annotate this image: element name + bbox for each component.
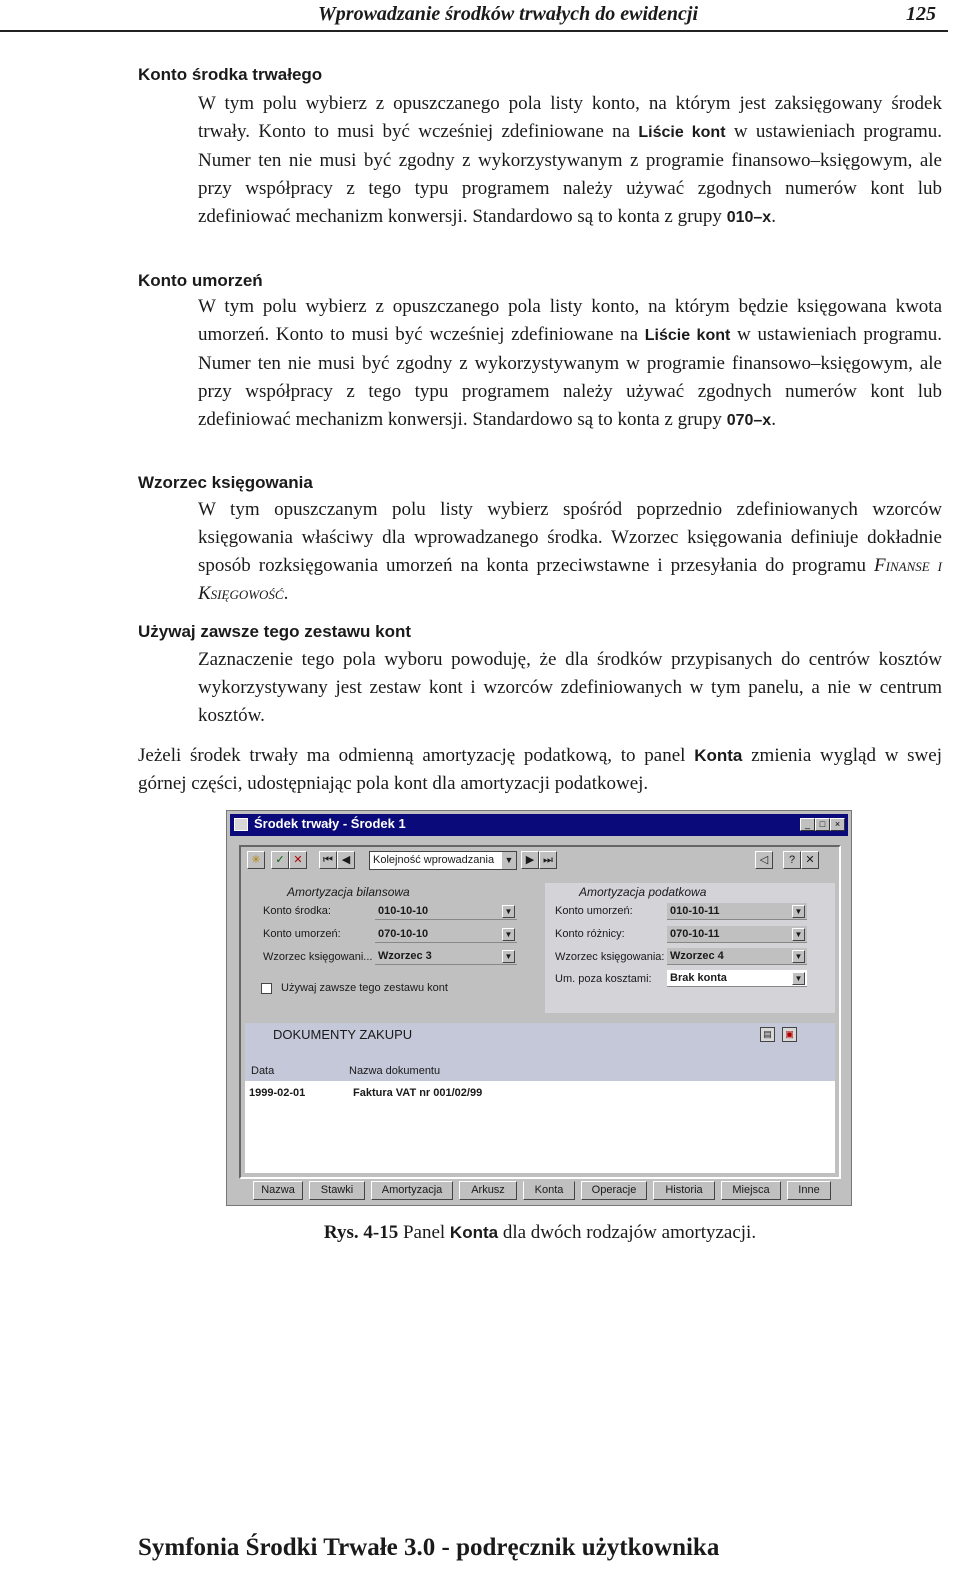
delete-document-icon[interactable]: ▣ (782, 1027, 797, 1042)
term-konto-srodka: Konto środka trwałego (138, 65, 323, 84)
field-label: Um. poza kosztami: (555, 973, 652, 985)
tax-amortization-group (545, 883, 835, 1013)
bold-term: 010–x (726, 209, 772, 226)
back-icon[interactable]: ◁ (755, 851, 773, 869)
chevron-down-icon[interactable]: ▼ (792, 972, 805, 985)
chevron-down-icon[interactable]: ▼ (502, 905, 515, 918)
tax-wzorzec-select[interactable] (667, 948, 807, 965)
tab-amortyzacja[interactable]: Amortyzacja (371, 1181, 453, 1200)
window-titlebar (230, 814, 848, 836)
tab-stawki[interactable]: Stawki (309, 1181, 365, 1200)
chevron-down-icon[interactable]: ▼ (502, 928, 515, 941)
field-label: Wzorzec księgowani... (263, 951, 373, 963)
text: W tym polu wybierz z opuszczanego pola listy konto, na którym jest zaksięgowany środek trwały. Konto to musi być wcześniej zdefiniowane na (198, 93, 942, 142)
close-button[interactable]: × (830, 818, 845, 831)
checkbox-label: Używaj zawsze tego zestawu kont (281, 982, 448, 994)
order-select[interactable] (369, 851, 517, 870)
tab-operacje[interactable]: Operacje (581, 1181, 647, 1200)
screenshot-window (226, 810, 852, 1206)
bold-term: Liście kont (644, 327, 731, 344)
document-name[interactable]: Faktura VAT nr 001/02/99 (353, 1087, 483, 1099)
panel-area (239, 845, 841, 1179)
text: W tym opuszczanym polu listy wybierz spośród poprzednio zdefiniowanych wzorców księgowania właściwy dla wprowadzanego środka. Wzorzec księgowania definiuje dokładnie sposób rozksięgowania umorzeń na konta przeciwstawne i przesyłania do programu (198, 499, 942, 576)
um-poza-kosztami-select[interactable] (667, 970, 807, 987)
text: . (283, 583, 289, 604)
column-header-name: Nazwa dokumentu (349, 1065, 441, 1077)
chevron-down-icon[interactable]: ▼ (792, 905, 805, 918)
figure-label: Rys. 4-15 (323, 1222, 399, 1243)
document-date[interactable]: 1999-02-01 (249, 1087, 306, 1099)
bold-term: 070–x (726, 412, 772, 429)
running-header (0, 0, 948, 32)
figure-caption (0, 1222, 960, 1244)
program-name: Finanse i Księgowość (198, 555, 942, 604)
tab-konta[interactable]: Konta (523, 1181, 575, 1200)
header-title: Wprowadzanie środków trwałych do ewidencji (318, 3, 699, 25)
konto-srodka-select[interactable] (375, 903, 517, 920)
select-value: Wzorzec 3 (378, 950, 432, 962)
tab-arkusz[interactable]: Arkusz (459, 1181, 517, 1200)
term-konto-umorzen: Konto umorzeń (138, 271, 263, 290)
close-panel-icon[interactable]: ✕ (801, 851, 819, 869)
page-number: 125 (906, 3, 936, 25)
tab-inne[interactable]: Inne (787, 1181, 831, 1200)
select-value: Brak konta (670, 972, 727, 984)
bold-term: Liście kont (638, 124, 726, 141)
next-record-icon[interactable]: ▶ (521, 851, 539, 869)
text: Panel (398, 1222, 450, 1243)
page-footer: Symfonia Środki Trwałe 3.0 - podręcznik użytkownika (138, 1534, 720, 1561)
text: Zaznaczenie tego pola wyboru powoduję, że dla środków przypisanych do centrów kosztów wykorzystywany jest zestaw kont i wzorców zdefiniowanych w tym panelu, a nie w centrum kosztów. (198, 649, 942, 726)
tab-historia[interactable]: Historia (653, 1181, 715, 1200)
tax-konto-roznicy-select[interactable] (667, 926, 807, 943)
last-record-icon[interactable]: ⏭ (539, 851, 557, 869)
text: . (771, 409, 776, 430)
tab-bar (239, 1181, 841, 1201)
chevron-down-icon[interactable]: ▼ (502, 852, 516, 869)
field-label: Konto różnicy: (555, 928, 625, 940)
new-icon[interactable]: ✳ (247, 851, 265, 869)
select-value: 070-10-11 (670, 928, 720, 940)
tab-miejsca[interactable]: Miejsca (721, 1181, 781, 1200)
documents-title: DOKUMENTY ZAKUPU (273, 1027, 413, 1042)
field-label: Konto umorzeń: (263, 928, 341, 940)
desc-wzorzec (198, 496, 942, 608)
text: w ustawieniach programu. Numer ten nie musi być zgodny z wykorzystywanym z programie finansowo–księgowym, ale przy współpracy z tego typu programem należy używać zgodnych numerów kont lub zdefiniować mechanizm konwersji. Standardowo są to konta z grupy (198, 121, 942, 227)
tab-nazwa[interactable]: Nazwa (253, 1181, 303, 1200)
help-icon[interactable]: ? (783, 851, 801, 869)
desc-uzywaj (198, 646, 942, 730)
toolbar (243, 851, 837, 875)
chevron-down-icon[interactable]: ▼ (792, 950, 805, 963)
documents-list (245, 1023, 835, 1173)
accept-icon[interactable]: ✓ (271, 851, 289, 869)
add-document-icon[interactable]: ▤ (760, 1027, 775, 1042)
intro-paragraph (138, 742, 942, 798)
select-value: 070-10-10 (378, 928, 429, 940)
text: dla dwóch rodzajów amortyzacji. (498, 1222, 757, 1243)
left-group-title: Amortyzacja bilansowa (287, 885, 410, 899)
order-select-value: Kolejność wprowadzania (373, 854, 495, 866)
select-value: 010-10-10 (378, 905, 429, 917)
bold-term: Konta (449, 1223, 499, 1242)
window-title: Środek trwały - Środek 1 (254, 816, 406, 831)
term-uzywaj: Używaj zawsze tego zestawu kont (138, 622, 412, 641)
first-record-icon[interactable]: ⏮ (319, 851, 337, 869)
bold-term: Konta (694, 746, 743, 765)
text: . (771, 206, 776, 227)
desc-konto-srodka (198, 90, 942, 232)
chevron-down-icon[interactable]: ▼ (502, 950, 515, 963)
wzorzec-select[interactable] (375, 948, 517, 965)
desc-konto-umorzen (198, 293, 942, 435)
window-app-icon (234, 818, 248, 831)
text: w ustawieniach programu. Numer ten nie musi być zgodny z wykorzystywanym w programie finansowo–księgowym, ale przy współpracy z tego typu programem należy używać zgodnych numerów kont lub zdefiniować mechanizm konwersji. Standardowo są to konta z grupy (198, 324, 942, 430)
accounts-section (245, 883, 835, 1017)
maximize-button[interactable]: □ (815, 818, 830, 831)
field-label: Wzorzec księgowania: (555, 951, 665, 963)
prev-record-icon[interactable]: ◀ (337, 851, 355, 869)
text: W tym polu wybierz z opuszczanego pola listy konto, na którym będzie księgowana kwota umorzeń. Konto to musi być wcześniej zdefiniowane na (198, 296, 942, 345)
term-wzorzec: Wzorzec księgowania (138, 473, 313, 492)
column-header-date: Data (251, 1065, 275, 1077)
tax-konto-umorzen-select[interactable] (667, 903, 807, 920)
chevron-down-icon[interactable]: ▼ (792, 928, 805, 941)
right-group-title: Amortyzacja podatkowa (579, 885, 707, 899)
field-label: Konto umorzeń: (555, 905, 633, 917)
konto-umorzen-select[interactable] (375, 926, 517, 943)
text: Jeżeli środek trwały ma odmienną amortyzację podatkową, to panel (138, 745, 695, 766)
always-use-checkbox[interactable] (261, 983, 272, 994)
text: zmienia wygląd w swej górnej części, udostępniając pola kont dla amortyzacji podatkowej. (138, 745, 942, 794)
cancel-icon[interactable]: ✕ (289, 851, 307, 869)
documents-header (245, 1023, 835, 1081)
field-label: Konto środka: (263, 905, 331, 917)
minimize-button[interactable]: _ (800, 818, 815, 831)
select-value: 010-10-11 (670, 905, 720, 917)
select-value: Wzorzec 4 (670, 950, 724, 962)
